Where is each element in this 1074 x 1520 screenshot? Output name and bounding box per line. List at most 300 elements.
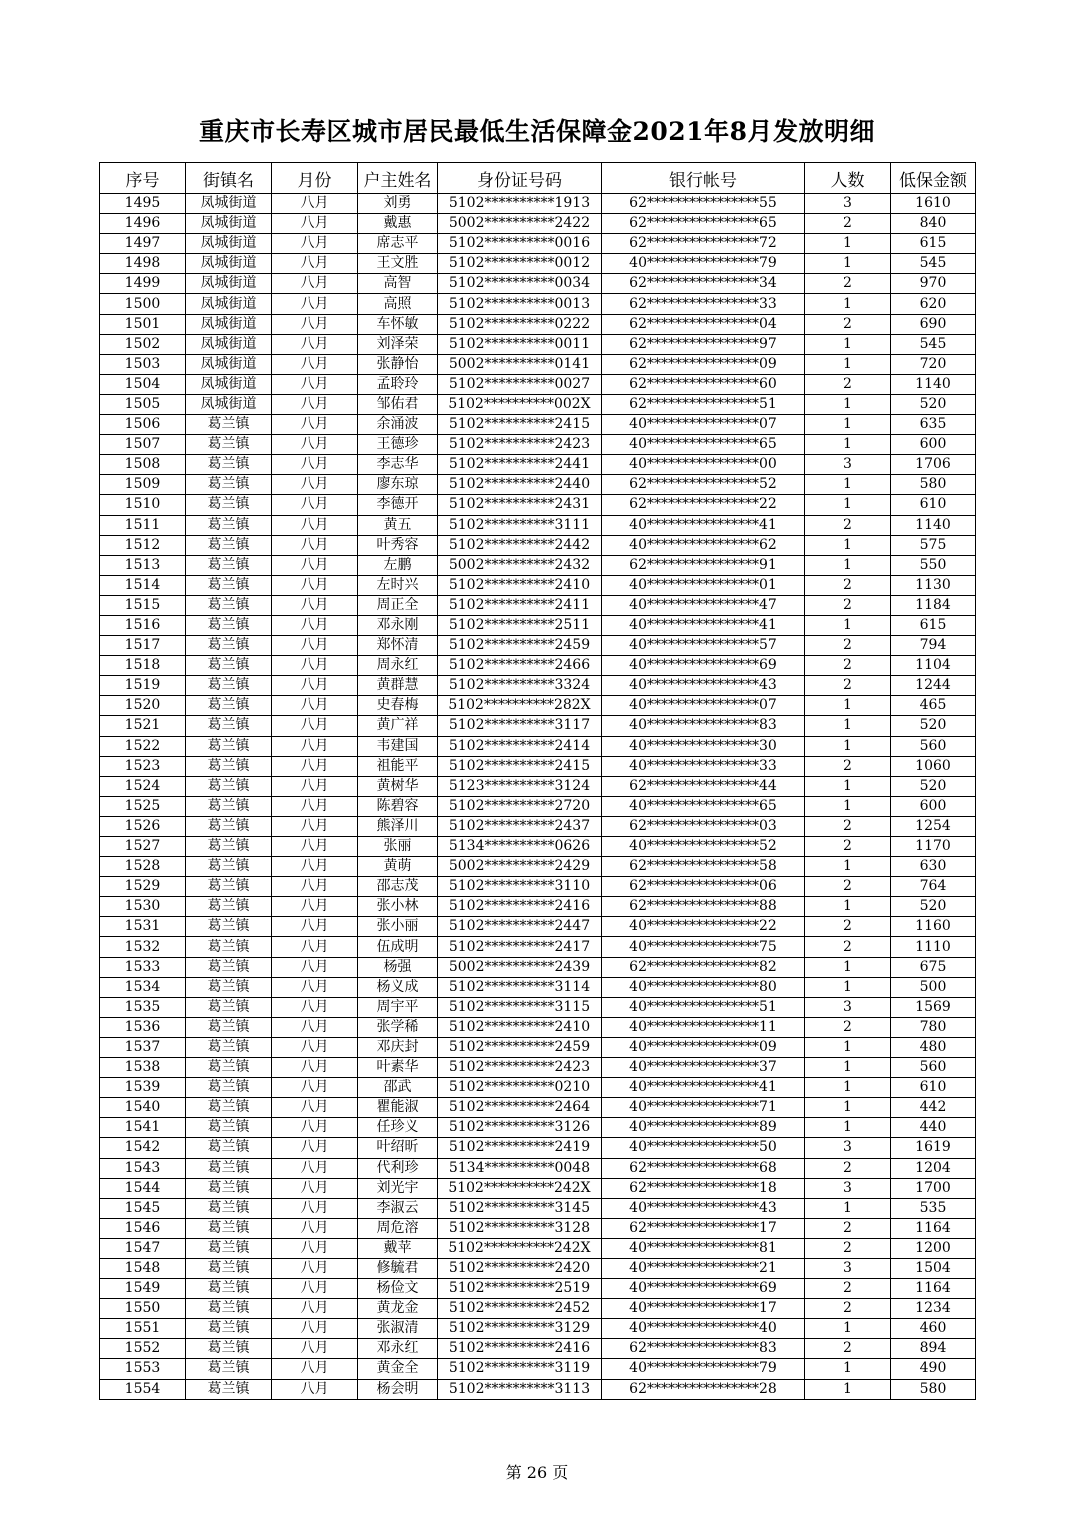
cell-id-number: 5134**********0626 [438, 837, 602, 857]
cell-index: 1546 [100, 1218, 186, 1238]
cell-id-number: 5102**********0012 [438, 254, 602, 274]
cell-id-number: 5102**********0011 [438, 334, 602, 354]
cell-id-number: 5123**********3124 [438, 776, 602, 796]
cell-bank-account: 40****************00 [602, 455, 805, 475]
cell-month: 八月 [272, 736, 358, 756]
table-row [100, 937, 976, 957]
cell-persons: 1 [805, 1098, 891, 1118]
cell-month: 八月 [272, 676, 358, 696]
cell-persons: 2 [805, 214, 891, 234]
table-row [100, 274, 976, 294]
cell-persons: 3 [805, 1258, 891, 1278]
cell-amount: 1244 [891, 676, 976, 696]
cell-persons: 1 [805, 696, 891, 716]
cell-bank-account: 40****************07 [602, 696, 805, 716]
cell-month: 八月 [272, 997, 358, 1017]
table-row [100, 1238, 976, 1258]
cell-month: 八月 [272, 1098, 358, 1118]
cell-householder: 张学稀 [358, 1017, 438, 1037]
cell-town: 凤城街道 [186, 214, 272, 234]
table-row [100, 194, 976, 214]
cell-householder: 廖东琼 [358, 475, 438, 495]
table-row [100, 656, 976, 676]
cell-id-number: 5102**********0013 [438, 294, 602, 314]
cell-town: 凤城街道 [186, 354, 272, 374]
cell-amount: 894 [891, 1339, 976, 1359]
cell-householder: 张小林 [358, 897, 438, 917]
cell-index: 1509 [100, 475, 186, 495]
cell-index: 1517 [100, 636, 186, 656]
cell-amount: 442 [891, 1098, 976, 1118]
col-header-index: 序号 [100, 163, 186, 194]
cell-householder: 李德开 [358, 495, 438, 515]
cell-persons: 2 [805, 877, 891, 897]
cell-town: 葛兰镇 [186, 1058, 272, 1078]
cell-bank-account: 62****************82 [602, 957, 805, 977]
cell-month: 八月 [272, 1178, 358, 1198]
table-row [100, 1138, 976, 1158]
cell-bank-account: 62****************44 [602, 776, 805, 796]
cell-bank-account: 40****************37 [602, 1058, 805, 1078]
cell-householder: 席志平 [358, 234, 438, 254]
cell-town: 葛兰镇 [186, 1279, 272, 1299]
cell-town: 葛兰镇 [186, 877, 272, 897]
cell-persons: 3 [805, 194, 891, 214]
cell-id-number: 5102**********2452 [438, 1299, 602, 1319]
cell-town: 葛兰镇 [186, 977, 272, 997]
table-header-row [100, 163, 976, 194]
cell-id-number: 5102**********3117 [438, 716, 602, 736]
cell-amount: 535 [891, 1198, 976, 1218]
cell-householder: 王德珍 [358, 435, 438, 455]
cell-month: 八月 [272, 957, 358, 977]
cell-persons: 2 [805, 314, 891, 334]
cell-persons: 1 [805, 977, 891, 997]
cell-bank-account: 62****************97 [602, 334, 805, 354]
cell-bank-account: 40****************30 [602, 736, 805, 756]
cell-persons: 1 [805, 736, 891, 756]
cell-amount: 1060 [891, 756, 976, 776]
cell-index: 1536 [100, 1017, 186, 1037]
cell-month: 八月 [272, 1218, 358, 1238]
cell-index: 1545 [100, 1198, 186, 1218]
cell-index: 1515 [100, 595, 186, 615]
cell-amount: 1140 [891, 374, 976, 394]
cell-month: 八月 [272, 1379, 358, 1399]
cell-bank-account: 40****************51 [602, 997, 805, 1017]
cell-index: 1495 [100, 194, 186, 214]
cell-householder: 张静怡 [358, 354, 438, 374]
cell-bank-account: 62****************51 [602, 394, 805, 414]
cell-town: 葛兰镇 [186, 555, 272, 575]
cell-bank-account: 40****************33 [602, 756, 805, 776]
cell-town: 葛兰镇 [186, 455, 272, 475]
cell-householder: 刘光宇 [358, 1178, 438, 1198]
cell-householder: 代利珍 [358, 1158, 438, 1178]
cell-bank-account: 40****************89 [602, 1118, 805, 1138]
cell-month: 八月 [272, 977, 358, 997]
cell-month: 八月 [272, 1158, 358, 1178]
cell-persons: 2 [805, 917, 891, 937]
cell-bank-account: 40****************41 [602, 1078, 805, 1098]
col-header-amount: 低保金额 [891, 163, 976, 194]
cell-amount: 1164 [891, 1279, 976, 1299]
cell-town: 葛兰镇 [186, 1379, 272, 1399]
cell-amount: 1130 [891, 575, 976, 595]
cell-town: 凤城街道 [186, 254, 272, 274]
cell-householder: 张小丽 [358, 917, 438, 937]
table-row [100, 1299, 976, 1319]
cell-town: 葛兰镇 [186, 435, 272, 455]
cell-month: 八月 [272, 495, 358, 515]
cell-town: 葛兰镇 [186, 1198, 272, 1218]
cell-month: 八月 [272, 837, 358, 857]
cell-month: 八月 [272, 1138, 358, 1158]
cell-index: 1532 [100, 937, 186, 957]
cell-amount: 1110 [891, 937, 976, 957]
cell-bank-account: 62****************17 [602, 1218, 805, 1238]
col-header-month: 月份 [272, 163, 358, 194]
cell-town: 葛兰镇 [186, 1339, 272, 1359]
cell-amount: 1706 [891, 455, 976, 475]
cell-town: 葛兰镇 [186, 1238, 272, 1258]
cell-persons: 2 [805, 1238, 891, 1258]
cell-index: 1506 [100, 415, 186, 435]
cell-index: 1534 [100, 977, 186, 997]
cell-householder: 邵武 [358, 1078, 438, 1098]
cell-persons: 2 [805, 515, 891, 535]
cell-id-number: 5102**********3115 [438, 997, 602, 1017]
cell-month: 八月 [272, 917, 358, 937]
cell-id-number: 5102**********2417 [438, 937, 602, 957]
table-row [100, 1258, 976, 1278]
cell-id-number: 5102**********0210 [438, 1078, 602, 1098]
cell-amount: 720 [891, 354, 976, 374]
cell-householder: 高智 [358, 274, 438, 294]
table-row [100, 374, 976, 394]
cell-month: 八月 [272, 1058, 358, 1078]
table-row [100, 334, 976, 354]
cell-householder: 戴惠 [358, 214, 438, 234]
cell-bank-account: 62****************28 [602, 1379, 805, 1399]
table-row [100, 1379, 976, 1399]
cell-bank-account: 40****************01 [602, 575, 805, 595]
cell-householder: 邵志茂 [358, 877, 438, 897]
table-row [100, 857, 976, 877]
page-title: 重庆市长寿区城市居民最低生活保障金2021年8月发放明细 [199, 117, 875, 146]
cell-householder: 周危溶 [358, 1218, 438, 1238]
cell-amount: 610 [891, 495, 976, 515]
table-row [100, 1218, 976, 1238]
cell-amount: 615 [891, 615, 976, 635]
cell-town: 葛兰镇 [186, 495, 272, 515]
cell-amount: 1140 [891, 515, 976, 535]
cell-town: 凤城街道 [186, 334, 272, 354]
cell-index: 1544 [100, 1178, 186, 1198]
cell-town: 葛兰镇 [186, 716, 272, 736]
cell-month: 八月 [272, 1258, 358, 1278]
cell-bank-account: 62****************72 [602, 234, 805, 254]
cell-persons: 1 [805, 435, 891, 455]
cell-amount: 620 [891, 294, 976, 314]
cell-town: 凤城街道 [186, 194, 272, 214]
cell-amount: 1104 [891, 656, 976, 676]
cell-index: 1508 [100, 455, 186, 475]
cell-town: 葛兰镇 [186, 575, 272, 595]
cell-index: 1531 [100, 917, 186, 937]
cell-id-number: 5102**********2441 [438, 455, 602, 475]
cell-index: 1519 [100, 676, 186, 696]
cell-index: 1540 [100, 1098, 186, 1118]
cell-bank-account: 40****************17 [602, 1299, 805, 1319]
cell-householder: 周永红 [358, 656, 438, 676]
cell-town: 葛兰镇 [186, 857, 272, 877]
cell-id-number: 5102**********2464 [438, 1098, 602, 1118]
cell-index: 1498 [100, 254, 186, 274]
cell-bank-account: 62****************06 [602, 877, 805, 897]
cell-bank-account: 62****************58 [602, 857, 805, 877]
cell-amount: 630 [891, 857, 976, 877]
cell-month: 八月 [272, 194, 358, 214]
cell-id-number: 5102**********2423 [438, 1058, 602, 1078]
cell-persons: 1 [805, 234, 891, 254]
cell-householder: 左时兴 [358, 575, 438, 595]
cell-householder: 黄树华 [358, 776, 438, 796]
cell-amount: 575 [891, 535, 976, 555]
cell-householder: 杨俭文 [358, 1279, 438, 1299]
cell-householder: 周宇平 [358, 997, 438, 1017]
table-row [100, 254, 976, 274]
cell-month: 八月 [272, 595, 358, 615]
cell-householder: 杨强 [358, 957, 438, 977]
cell-month: 八月 [272, 515, 358, 535]
cell-month: 八月 [272, 1037, 358, 1057]
cell-town: 葛兰镇 [186, 937, 272, 957]
cell-persons: 2 [805, 756, 891, 776]
table-row [100, 1359, 976, 1379]
table-row [100, 1017, 976, 1037]
table-row [100, 716, 976, 736]
table-row [100, 415, 976, 435]
cell-id-number: 5102**********2423 [438, 435, 602, 455]
table-row [100, 214, 976, 234]
cell-bank-account: 40****************07 [602, 415, 805, 435]
cell-month: 八月 [272, 214, 358, 234]
cell-month: 八月 [272, 1339, 358, 1359]
cell-bank-account: 62****************04 [602, 314, 805, 334]
cell-bank-account: 62****************83 [602, 1339, 805, 1359]
cell-month: 八月 [272, 1279, 358, 1299]
cell-town: 葛兰镇 [186, 776, 272, 796]
cell-id-number: 5102**********2416 [438, 897, 602, 917]
table-row [100, 354, 976, 374]
cell-amount: 520 [891, 897, 976, 917]
cell-householder: 韦建国 [358, 736, 438, 756]
cell-index: 1518 [100, 656, 186, 676]
cell-id-number: 5102**********2511 [438, 615, 602, 635]
cell-bank-account: 40****************11 [602, 1017, 805, 1037]
cell-id-number: 5102**********0034 [438, 274, 602, 294]
table-row [100, 394, 976, 414]
cell-householder: 张丽 [358, 837, 438, 857]
cell-amount: 550 [891, 555, 976, 575]
cell-month: 八月 [272, 334, 358, 354]
cell-index: 1499 [100, 274, 186, 294]
cell-id-number: 5102**********2415 [438, 415, 602, 435]
cell-index: 1507 [100, 435, 186, 455]
table-row [100, 977, 976, 997]
cell-index: 1513 [100, 555, 186, 575]
cell-index: 1541 [100, 1118, 186, 1138]
cell-index: 1554 [100, 1379, 186, 1399]
cell-householder: 邓永红 [358, 1339, 438, 1359]
cell-amount: 1184 [891, 595, 976, 615]
cell-amount: 460 [891, 1319, 976, 1339]
cell-persons: 1 [805, 957, 891, 977]
cell-bank-account: 40****************57 [602, 636, 805, 656]
table-row [100, 1178, 976, 1198]
cell-householder: 叶素华 [358, 1058, 438, 1078]
cell-id-number: 5102**********0027 [438, 374, 602, 394]
table-row [100, 1118, 976, 1138]
cell-town: 葛兰镇 [186, 515, 272, 535]
cell-bank-account: 40****************79 [602, 1359, 805, 1379]
cell-amount: 1170 [891, 837, 976, 857]
table-row [100, 575, 976, 595]
cell-index: 1525 [100, 796, 186, 816]
cell-month: 八月 [272, 435, 358, 455]
cell-town: 葛兰镇 [186, 1078, 272, 1098]
cell-amount: 580 [891, 475, 976, 495]
table-row [100, 676, 976, 696]
cell-index: 1503 [100, 354, 186, 374]
cell-bank-account: 40****************81 [602, 1238, 805, 1258]
cell-persons: 2 [805, 1218, 891, 1238]
cell-amount: 635 [891, 415, 976, 435]
cell-index: 1520 [100, 696, 186, 716]
cell-id-number: 5102**********3111 [438, 515, 602, 535]
cell-index: 1523 [100, 756, 186, 776]
cell-town: 葛兰镇 [186, 736, 272, 756]
cell-town: 葛兰镇 [186, 756, 272, 776]
cell-amount: 520 [891, 394, 976, 414]
cell-id-number: 5102**********3126 [438, 1118, 602, 1138]
cell-id-number: 5102**********2415 [438, 756, 602, 776]
cell-month: 八月 [272, 796, 358, 816]
cell-persons: 2 [805, 575, 891, 595]
cell-index: 1529 [100, 877, 186, 897]
cell-month: 八月 [272, 615, 358, 635]
cell-bank-account: 40****************69 [602, 1279, 805, 1299]
cell-persons: 1 [805, 857, 891, 877]
cell-persons: 1 [805, 796, 891, 816]
cell-bank-account: 62****************03 [602, 816, 805, 836]
table-row [100, 1098, 976, 1118]
cell-amount: 615 [891, 234, 976, 254]
cell-month: 八月 [272, 1319, 358, 1339]
cell-persons: 3 [805, 1138, 891, 1158]
cell-month: 八月 [272, 274, 358, 294]
cell-bank-account: 40****************21 [602, 1258, 805, 1278]
cell-amount: 970 [891, 274, 976, 294]
cell-persons: 1 [805, 615, 891, 635]
cell-persons: 1 [805, 1037, 891, 1057]
col-header-town: 街镇名 [186, 163, 272, 194]
cell-index: 1510 [100, 495, 186, 515]
table-row [100, 1319, 976, 1339]
cell-town: 葛兰镇 [186, 816, 272, 836]
cell-town: 葛兰镇 [186, 1118, 272, 1138]
table-row [100, 1058, 976, 1078]
cell-id-number: 5102**********1913 [438, 194, 602, 214]
cell-bank-account: 40****************79 [602, 254, 805, 274]
cell-id-number: 5102**********3119 [438, 1359, 602, 1379]
cell-persons: 3 [805, 997, 891, 1017]
cell-town: 葛兰镇 [186, 1037, 272, 1057]
cell-amount: 580 [891, 1379, 976, 1399]
cell-index: 1524 [100, 776, 186, 796]
table-row [100, 435, 976, 455]
table-row [100, 636, 976, 656]
cell-month: 八月 [272, 234, 358, 254]
cell-id-number: 5102**********2720 [438, 796, 602, 816]
table-row [100, 776, 976, 796]
cell-month: 八月 [272, 294, 358, 314]
cell-householder: 刘泽荣 [358, 334, 438, 354]
cell-id-number: 5102**********2466 [438, 656, 602, 676]
cell-householder: 杨会明 [358, 1379, 438, 1399]
cell-month: 八月 [272, 475, 358, 495]
cell-householder: 黄群慧 [358, 676, 438, 696]
cell-id-number: 5002**********2439 [438, 957, 602, 977]
cell-town: 葛兰镇 [186, 1299, 272, 1319]
cell-month: 八月 [272, 1078, 358, 1098]
cell-index: 1530 [100, 897, 186, 917]
cell-town: 凤城街道 [186, 234, 272, 254]
cell-persons: 2 [805, 676, 891, 696]
cell-index: 1505 [100, 394, 186, 414]
cell-index: 1547 [100, 1238, 186, 1258]
cell-month: 八月 [272, 776, 358, 796]
cell-amount: 520 [891, 776, 976, 796]
cell-bank-account: 62****************52 [602, 475, 805, 495]
page-number: 第 26 页 [505, 1463, 569, 1482]
cell-householder: 叶秀容 [358, 535, 438, 555]
cell-id-number: 5102**********2519 [438, 1279, 602, 1299]
cell-bank-account: 40****************22 [602, 917, 805, 937]
cell-town: 葛兰镇 [186, 475, 272, 495]
cell-householder: 车怀敏 [358, 314, 438, 334]
cell-persons: 2 [805, 1339, 891, 1359]
table-row [100, 515, 976, 535]
table-row [100, 816, 976, 836]
col-header-id-number: 身份证号码 [438, 163, 602, 194]
cell-town: 凤城街道 [186, 294, 272, 314]
cell-householder: 余涌波 [358, 415, 438, 435]
cell-month: 八月 [272, 1238, 358, 1258]
cell-householder: 黄萌 [358, 857, 438, 877]
cell-bank-account: 40****************75 [602, 937, 805, 957]
col-header-householder: 户主姓名 [358, 163, 438, 194]
cell-month: 八月 [272, 937, 358, 957]
cell-amount: 675 [891, 957, 976, 977]
cell-town: 葛兰镇 [186, 415, 272, 435]
cell-amount: 1254 [891, 816, 976, 836]
cell-id-number: 5102**********2416 [438, 1339, 602, 1359]
cell-id-number: 5102**********2420 [438, 1258, 602, 1278]
cell-bank-account: 62****************33 [602, 294, 805, 314]
cell-town: 葛兰镇 [186, 615, 272, 635]
